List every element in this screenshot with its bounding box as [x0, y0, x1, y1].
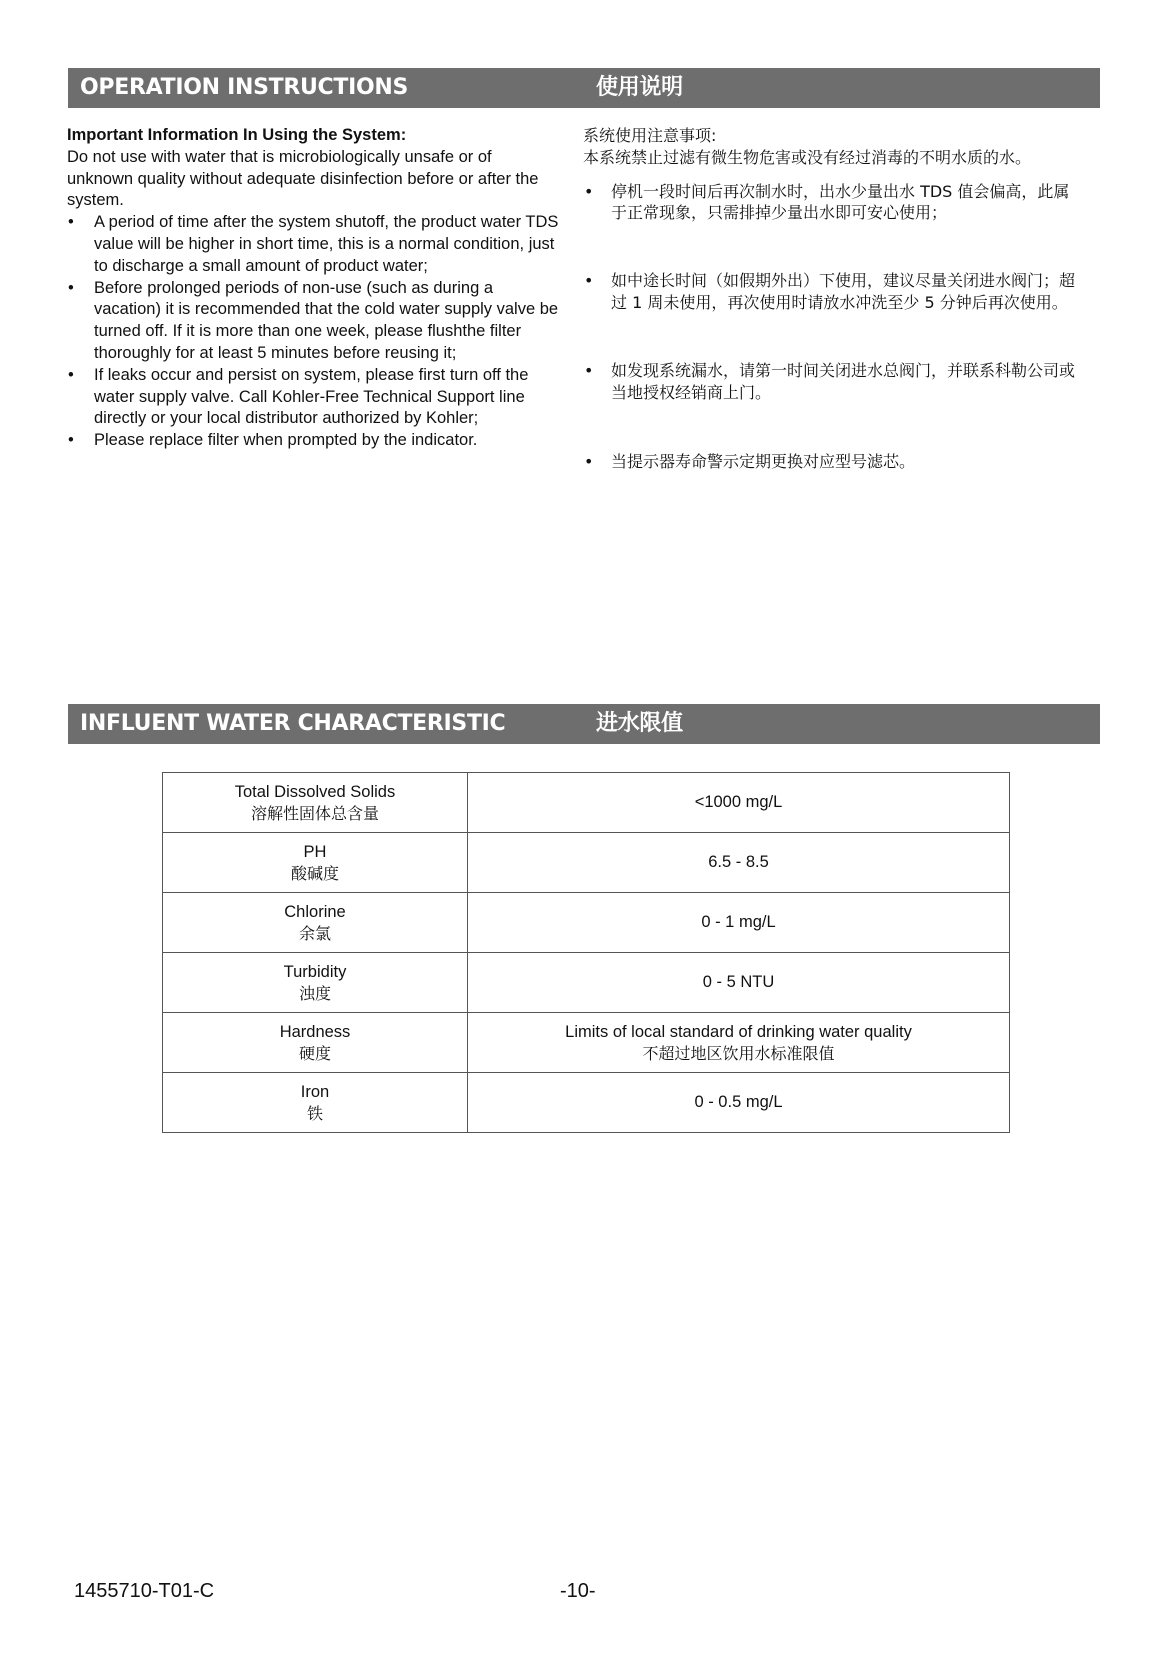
value-text: 0 - 5 NTU: [702, 973, 775, 991]
document-id: 1455710-T01-C: [74, 1580, 215, 1602]
value-text: <1000 mg/L: [694, 793, 783, 811]
param-cell: [163, 1013, 468, 1073]
list-item: • Please replace filter when prompted by the indicator.: [67, 430, 559, 452]
list-item: • 当提示器寿命警示定期更换对应型号滤芯。: [583, 451, 1075, 473]
param-cell: [163, 773, 468, 833]
table-row: [163, 953, 1010, 1013]
table-row: [163, 773, 1010, 833]
table-row: [163, 833, 1010, 893]
section-title-cn: 进水限值: [596, 711, 683, 736]
intro-text: Do not use with water that is microbiologically unsafe or of unknown quality without adequate disinfection before or after the system.: [67, 147, 539, 210]
section-title-en: INFLUENT WATER CHARACTERISTIC: [80, 711, 506, 736]
list-item: • 如发现系统漏水，请第一时间关闭进水总阀门，并联系科勒公司或当地授权经销商上门。: [583, 360, 1075, 404]
value-text: 0 - 0.5 mg/L: [694, 1093, 783, 1111]
list-item: • 如中途长时间（如假期外出）下使用，建议尽量关闭进水阀门；超过 1 周未使用，再次使用时请放水冲洗至少 5 分钟后再次使用。: [583, 270, 1075, 314]
value-cell: [468, 1073, 1010, 1133]
value-cell: [468, 893, 1010, 953]
param-en: Total Dissolved Solids: [234, 782, 396, 801]
list-item: • A period of time after the system shutoff, the product water TDS value will be higher in short time, this is a normal condition, just to discharge a small amount of product water;: [67, 212, 559, 277]
list-item: • If leaks occur and persist on system, please first turn off the water supply valve. Call Kohler-Free Technical Support line directly or your local distributor authorized by Kohler;: [67, 365, 559, 430]
param-en: Hardness: [279, 1022, 351, 1041]
value-text: Limits of local standard of drinking water quality: [565, 1022, 912, 1041]
instructions-english: [67, 125, 559, 452]
param-cn: 溶解性固体总含量: [250, 803, 379, 823]
table-row: [163, 1073, 1010, 1133]
value-text: 0 - 1 mg/L: [701, 913, 776, 931]
param-cell: [163, 833, 468, 893]
param-cn: 浊度: [298, 983, 331, 1003]
param-en: Chlorine: [284, 902, 346, 921]
intro-title: 系统使用注意事项:: [583, 126, 717, 145]
influent-water-header: [68, 704, 1100, 744]
bullet-list: [67, 212, 559, 452]
param-cn: 余氯: [298, 923, 331, 943]
param-cn: 铁: [306, 1103, 323, 1123]
param-cell: [163, 1073, 468, 1133]
param-cell: [163, 953, 468, 1013]
param-en: Iron: [300, 1082, 330, 1101]
instructions-chinese: [583, 125, 1075, 473]
value-cell: [468, 953, 1010, 1013]
value-cell: [468, 773, 1010, 833]
param-cn: 硬度: [298, 1043, 331, 1063]
param-en: PH: [303, 842, 327, 861]
value-cell: [468, 833, 1010, 893]
table-row: [163, 893, 1010, 953]
section-title-en: OPERATION INSTRUCTIONS: [80, 75, 409, 100]
list-item: • 停机一段时间后再次制水时，出水少量出水 TDS 值会偏高，此属于正常现象，只需排掉少量出水即可安心使用；: [583, 181, 1075, 225]
value-text: 6.5 - 8.5: [708, 853, 769, 871]
value-text-cn: 不超过地区饮用水标准限值: [642, 1043, 835, 1063]
param-en: Turbidity: [283, 962, 347, 981]
param-cn: 酸碱度: [290, 863, 339, 883]
bullet-list: [583, 181, 1075, 474]
section-title-cn: 使用说明: [596, 75, 683, 100]
intro-title: Important Information In Using the System:: [67, 126, 407, 144]
page-number: -10-: [560, 1580, 596, 1602]
list-item: • Before prolonged periods of non-use (such as during a vacation) it is recommended that the cold water supply valve be turned off. If it is more than one week, please flushthe filter thoroughly for at least 5 minutes before reusing it;: [67, 278, 559, 365]
intro-text: 本系统禁止过滤有微生物危害或没有经过消毒的不明水质的水。: [583, 147, 1032, 167]
influent-spec-table: [162, 772, 1010, 1133]
table-row: [163, 1013, 1010, 1073]
param-cell: [163, 893, 468, 953]
operation-instructions-header: [68, 68, 1100, 108]
value-cell: [468, 1013, 1010, 1073]
